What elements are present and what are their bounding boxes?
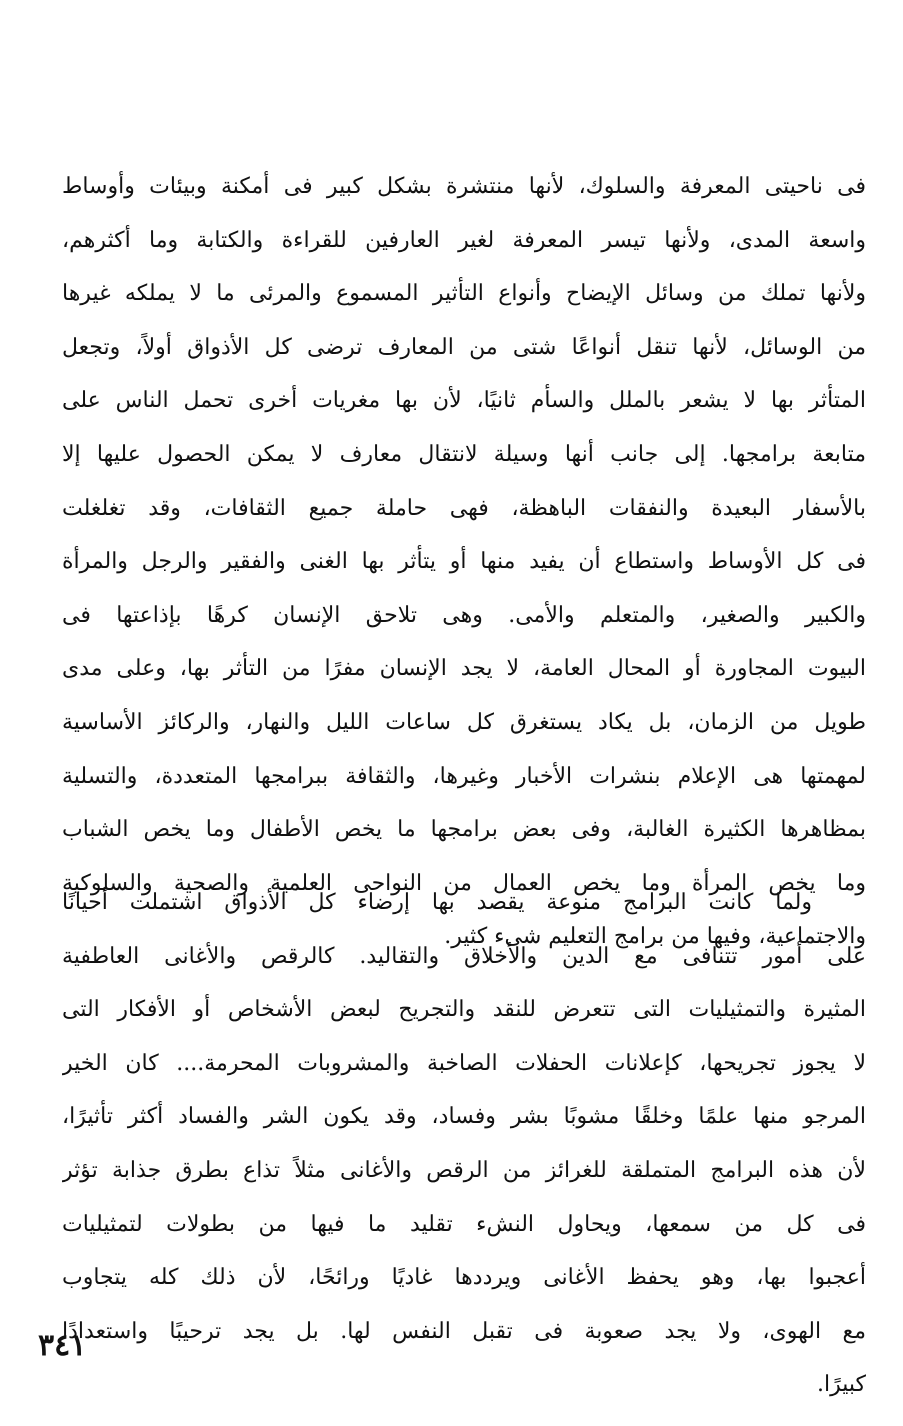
paragraph-2-line: ولما كانت البرامج منوعة يقصد بها إرضاء كل الأذواق اشتملت أحيانًا <box>62 890 812 915</box>
paragraph-2-line: لأن هذه البرامج المتملقة للغرائز من الرقص والأغانى مثلاً تذاع بطرق جذابة تؤثر <box>62 1157 866 1183</box>
paragraph-1-line: طويل من الزمان، بل يكاد يستغرق كل ساعات الليل والنهار، والركائز الأساسية <box>62 709 866 735</box>
paragraph-2-line: كبيرًا. <box>817 1372 866 1398</box>
paragraph-1-line: متابعة برامجها. إلى جانب أنها وسيلة لانتقال معارف لا يمكن الحصول عليها إلا <box>62 441 866 467</box>
paragraph-1-line: البيوت المجاورة أو المحال العامة، لا يجد الإنسان مفرًا من التأثر بها، وعلى مدى <box>62 656 866 682</box>
paragraph-1-line: فى كل الأوساط واستطاع أن يفيد منها أو يتأثر بها الغنى والفقير والرجل والمرأة <box>62 549 866 575</box>
paragraph-1-line: من الوسائل، لأنها تنقل أنواعًا شتى من المعارف ترضى كل الأذواق أولاً، وتجعل <box>62 334 866 360</box>
paragraph-2-line: لا يجوز تجريحها، كإعلانات الحفلات الصاخبة والمشروبات المحرمة.... كان الخير <box>62 1050 866 1076</box>
paragraph-1-line: بالأسفار البعيدة والنفقات الباهظة، فهى حاملة جميع الثقافات، وقد تغلغلت <box>62 495 866 521</box>
paragraph-1-line: لمهمتها هى الإعلام بنشرات الأخبار وغيرها، والثقافة ببرامجها المتعددة، والتسلية <box>62 763 866 789</box>
paragraph-1-line: والكبير والصغير، والمتعلم والأمى. وهى تلاحق الإنسان كرهًا بإذاعتها فى <box>62 602 866 628</box>
paragraph-2-line: فى كل من سمعها، ويحاول النشء تقليد ما فيها من بطولات لتمثيليات <box>62 1211 866 1237</box>
paragraph-1-line: والاجتماعية، وفيها من برامج التعليم شىء كثير. <box>444 924 866 950</box>
paragraph-2-line: المثيرة والتمثيليات التى تتعرض للنقد والتجريح لبعض الأشخاص أو الأفكار التى <box>62 997 866 1023</box>
paragraph-1-line: بمظاهرها الكثيرة الغالبة، وفى بعض برامجها ما يخص الأطفال وما يخص الشباب <box>62 817 866 843</box>
paragraph-1-line: وما يخص المرأة وما يخص العمال من النواحى العلمية والصحية والسلوكية <box>62 870 866 896</box>
paragraph-2 <box>62 876 866 1412</box>
paragraph-1 <box>62 160 866 964</box>
paragraph-1-line: فى ناحيتى المعرفة والسلوك، لأنها منتشرة بشكل كبير فى أمكنة وبيئات وأوساط <box>62 174 866 199</box>
paragraph-1-line: واسعة المدى، ولأنها تيسر المعرفة لغير العارفين للقراءة والكتابة وما أكثرهم، <box>62 227 866 253</box>
paragraph-1-line: ولأنها تملك من وسائل الإيضاح وأنواع التأثير المسموع والمرئى ما لا يملكه غيرها <box>62 281 866 307</box>
paragraph-2-line: على أمور تتنافى مع الدين والأخلاق والتقاليد. كالرقص والأغانى العاطفية <box>62 943 866 969</box>
paragraph-2-line: المرجو منها علمًا وخلقًا مشوبًا بشر وفساد، وقد يكون الشر والفساد أكثر تأثيرًا، <box>62 1104 866 1130</box>
paragraph-2-line: أعجبوا بها، وهو يحفظ الأغانى ويرددها غاديًا ورائحًا، لأن ذلك كله يتجاوب <box>62 1265 866 1291</box>
page-number: ٣٤١ <box>38 1328 87 1363</box>
paragraph-1-line: المتأثر بها لا يشعر بالملل والسأم ثانيًا، لأن بها مغريات أخرى تحمل الناس على <box>62 388 866 414</box>
paragraph-2-line: مع الهوى، ولا يجد صعوبة فى تقبل النفس لها. بل يجد ترحيبًا واستعدادًا <box>62 1318 866 1344</box>
